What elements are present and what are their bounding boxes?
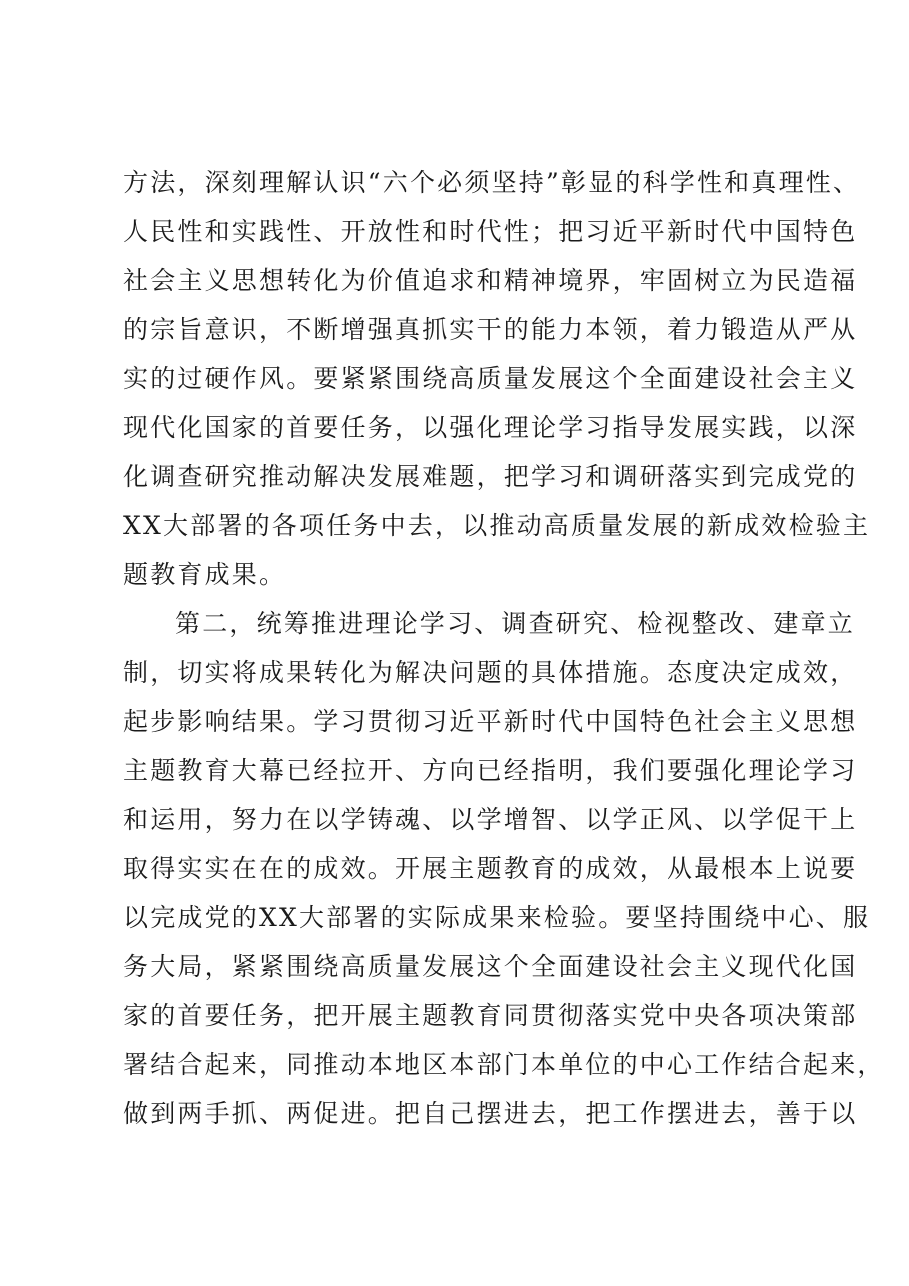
text-line: 主题教育大幕已经拉开、方向已经指明，我们要强化理论学习	[123, 756, 858, 785]
text-line: 取得实实在在的成效。开展主题教育的成效，从最根本上说要	[123, 854, 858, 883]
text-line: 方法，深刻理解认识“六个必须坚持”彰显的科学性和真理性、	[123, 168, 861, 197]
text-line: 做到两手抓、两促进。把自己摆进去，把工作摆进去，善于以	[123, 1099, 858, 1128]
document-body	[123, 158, 885, 1138]
text-line: 化调查研究推动解决发展难题，把学习和调研落实到完成党的	[123, 462, 858, 491]
text-line: 起步影响结果。学习贯彻习近平新时代中国特色社会主义思想	[123, 707, 858, 736]
text-line: 家的首要任务，把开展主题教育同贯彻落实党中央各项决策部	[123, 1001, 858, 1030]
text-line: 务大局，紧紧围绕高质量发展这个全面建设社会主义现代化国	[123, 952, 858, 981]
text-line: 实的过硬作风。要紧紧围绕高质量发展这个全面建设社会主义	[123, 364, 858, 393]
text-line: 的宗旨意识，不断增强真抓实干的能力本领，着力锻造从严从	[123, 315, 858, 344]
text-line: 人民性和实践性、开放性和时代性；把习近平新时代中国特色	[123, 217, 858, 246]
text-line: 社会主义思想转化为价值追求和精神境界，牢固树立为民造福	[123, 266, 858, 295]
paragraph-start-line: 第二，统筹推进理论学习、调查研究、检视整改、建章立	[175, 609, 856, 638]
text-line: 现代化国家的首要任务，以强化理论学习指导发展实践，以深	[123, 413, 858, 442]
text-line: 以完成党的XX大部署的实际成果来检验。要坚持围绕中心、服	[123, 903, 871, 932]
text-line: 制，切实将成果转化为解决问题的具体措施。态度决定成效，	[123, 658, 858, 687]
text-line: 和运用，努力在以学铸魂、以学增智、以学正风、以学促干上	[123, 805, 858, 834]
text-line: XX大部署的各项任务中去，以推动高质量发展的新成效检验主	[123, 511, 871, 540]
text-line: 题教育成果。	[123, 560, 287, 589]
text-line: 署结合起来，同推动本地区本部门本单位的中心工作结合起来，	[123, 1050, 885, 1079]
